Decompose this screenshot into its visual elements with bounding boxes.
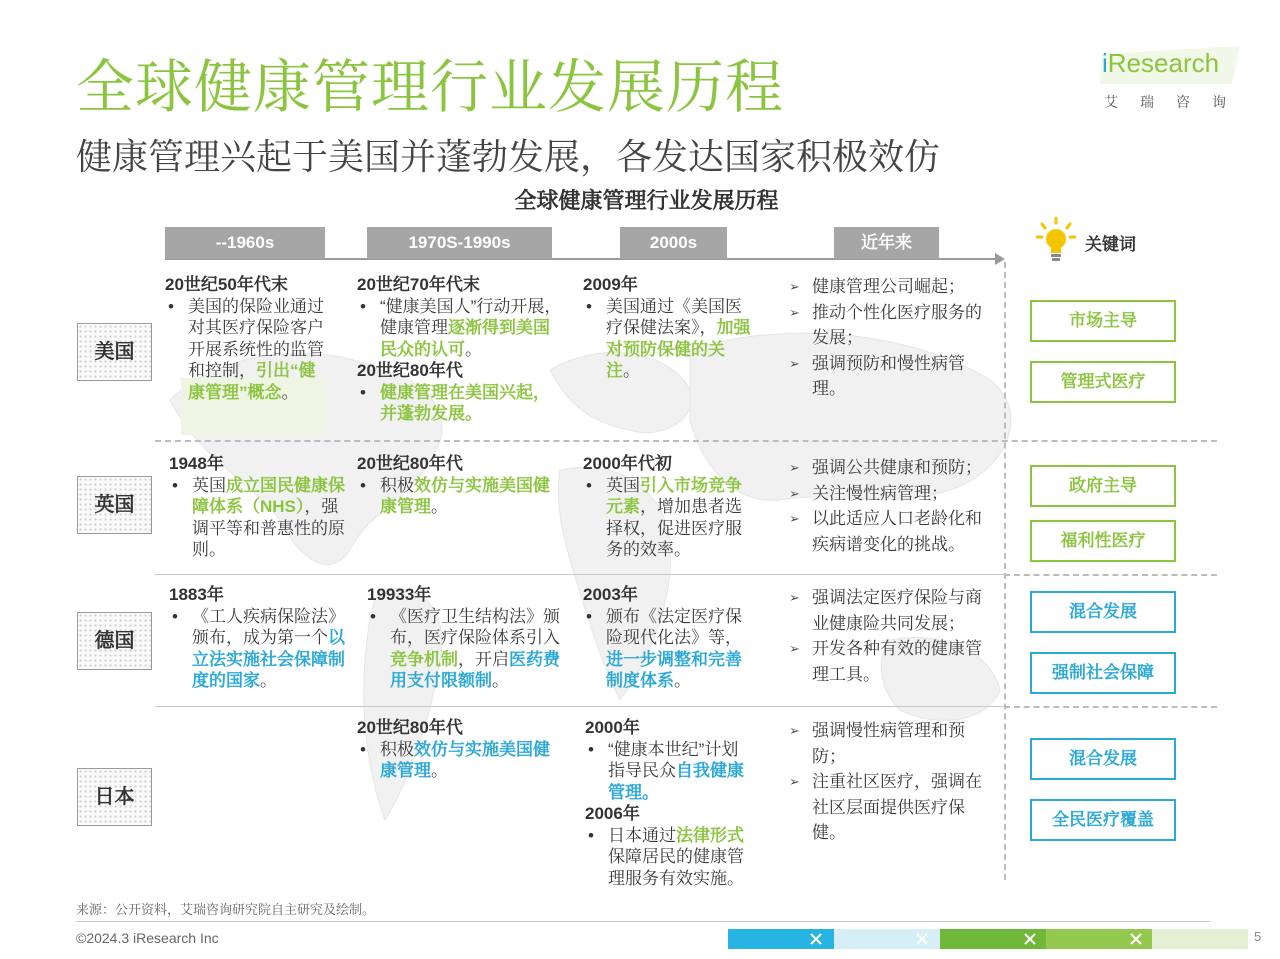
row-divider-uk-germany: [155, 574, 1005, 575]
country-uk: 英国: [77, 476, 152, 534]
row-divider-germany-japan-kw: [1004, 706, 1217, 708]
usa-2000s-item: • 美国通过《美国医疗保健法案》，加强对预防保健的关注。: [583, 296, 753, 382]
usa-1960s-head: 20世纪50年代末: [165, 275, 288, 294]
keyword-usa-1: 市场主导: [1030, 300, 1176, 342]
uk-recent-list: [789, 455, 984, 557]
usa-1960s-block: [165, 274, 325, 403]
page-subtitle: 健康管理兴起于美国并蓬勃发展，各发达国家积极效仿: [76, 136, 941, 177]
close-icon: [1024, 933, 1036, 945]
page-number: 5: [1254, 929, 1262, 944]
germany-2000s-item: • 颁布《法定医疗保险现代化法》等，进一步调整和完善制度体系。: [583, 606, 753, 692]
germany-1960s-item: • 《工人疾病保险法》颁布，成为第一个以立法实施社会保障制度的国家。: [169, 606, 349, 692]
germany-1990s-item: • 《医疗卫生结构法》颁布，医疗保险体系引入竞争机制，开启医药费用支付限额制。: [367, 606, 562, 692]
logo-i: i: [1102, 48, 1108, 78]
keyword-uk-1: 政府主导: [1030, 465, 1176, 507]
bar-seg-pale: [1152, 929, 1248, 949]
japan-2000-head: 2000年: [585, 718, 640, 737]
japan-recent-item: ➢ 强调慢性病管理和预防；: [789, 718, 984, 769]
usa-2000s-head: 2009年: [583, 275, 638, 294]
row-divider-uk-germany-kw: [1004, 574, 1217, 576]
japan-2000s-block: [585, 717, 753, 889]
germany-2000s-head: 2003年: [583, 585, 638, 604]
uk-1960s-item: • 英国成立国民健康保障体系（NHS），强调平等和普惠性的原则。: [169, 475, 349, 561]
uk-recent-item: ➢ 强调公共健康和预防；: [789, 455, 984, 481]
keyword-japan-1: 混合发展: [1030, 738, 1176, 780]
germany-recent-item: ➢ 强调法定医疗保险与商业健康险共同发展；: [789, 585, 984, 636]
germany-1990s-block: [367, 584, 562, 692]
source-note: 来源：公开资料，艾瑞咨询研究院自主研究及绘制。: [76, 902, 376, 917]
usa-1980s-item: • 健康管理在美国兴起，并蓬勃发展。: [357, 382, 562, 425]
keyword-header: 关键词: [1085, 235, 1136, 254]
japan-1980s-item: • 积极效仿与实施美国健康管理。: [357, 739, 562, 782]
usa-recent-item: ➢ 强调预防和慢性病管理。: [789, 351, 984, 402]
usa-1970s-block: [357, 274, 562, 425]
uk-1960s-head: 1948年: [169, 454, 224, 473]
keyword-germany-1: 混合发展: [1030, 591, 1176, 633]
era-1970s-1990s: 1970S-1990s: [367, 227, 552, 259]
uk-1970s-block: [357, 453, 562, 518]
uk-recent-item: ➢ 关注慢性病管理；: [789, 481, 984, 507]
page-title: 全球健康管理行业发展历程: [76, 55, 785, 120]
uk-1980s-item: • 积极效仿与实施美国健康管理。: [357, 475, 562, 518]
japan-1980s-block: [357, 717, 562, 782]
keyword-japan-2: 全民医疗覆盖: [1030, 799, 1176, 841]
germany-recent-item: ➢ 开发各种有效的健康管理工具。: [789, 636, 984, 687]
usa-1980s-head: 20世纪80年代: [357, 361, 463, 380]
lightbulb-icon: [1036, 217, 1076, 263]
japan-recent-item: ➢ 注重社区医疗，强调在社区层面提供医疗保健。: [789, 769, 984, 846]
germany-2000s-block: [583, 584, 753, 692]
keyword-uk-2: 福利性医疗: [1030, 520, 1176, 562]
uk-recent-item: ➢ 以此适应人口老龄化和疾病谱变化的挑战。: [789, 506, 984, 557]
germany-recent-list: [789, 585, 984, 687]
usa-1970s-head: 20世纪70年代末: [357, 275, 480, 294]
japan-1980s-head: 20世纪80年代: [357, 718, 463, 737]
keyword-column-divider: [1004, 262, 1006, 880]
japan-2006-item: • 日本通过法律形式保障居民的健康管理服务有效实施。: [585, 825, 753, 890]
row-divider-germany-japan: [155, 706, 1005, 707]
keyword-usa-2: 管理式医疗: [1030, 361, 1176, 403]
copyright: ©2024.3 iResearch Inc: [76, 930, 219, 946]
country-germany: 德国: [77, 612, 152, 670]
japan-2006-head: 2006年: [585, 804, 640, 823]
germany-1960s-block: [169, 584, 349, 692]
uk-2000s-block: [583, 453, 753, 561]
japan-recent-list: [789, 718, 984, 846]
usa-recent-item: ➢ 推动个性化医疗服务的发展；: [789, 300, 984, 351]
germany-1960s-head: 1883年: [169, 585, 224, 604]
usa-recent-list: [789, 274, 984, 402]
uk-2000s-head: 2000年代初: [583, 454, 672, 473]
germany-1990s-head: 19933年: [367, 585, 432, 604]
close-icon: [810, 933, 822, 945]
usa-2000s-block: [583, 274, 753, 382]
usa-1970s-item: • “健康美国人”行动开展，健康管理逐渐得到美国民众的认可。: [357, 296, 562, 361]
iresearch-logo: [1098, 44, 1244, 88]
country-usa: 美国: [77, 323, 152, 381]
footer-divider: [76, 921, 1210, 922]
japan-2000-item: • “健康本世纪”计划指导民众自我健康管理。: [585, 739, 753, 804]
uk-1960s-block: [169, 453, 349, 561]
era-1960s: --1960s: [165, 227, 325, 259]
close-icon: [916, 933, 928, 945]
usa-recent-item: ➢ 健康管理公司崛起；: [789, 274, 984, 300]
keyword-germany-2: 强制社会保障: [1030, 652, 1176, 694]
footer-color-bar: [728, 929, 1248, 949]
uk-2000s-item: • 英国引入市场竞争元素，增加患者选择权，促进医疗服务的效率。: [583, 475, 753, 561]
uk-1980s-head: 20世纪80年代: [357, 454, 463, 473]
country-japan: 日本: [77, 768, 152, 826]
row-divider-usa-uk: [155, 440, 1217, 442]
logo-chinese-name: 艾瑞咨询: [1104, 94, 1248, 110]
era-recent: 近年来: [834, 227, 939, 259]
chart-title: 全球健康管理行业发展历程: [514, 188, 779, 213]
era-2000s: 2000s: [620, 227, 727, 259]
usa-1960s-item: • 美国的保险业通过对其医疗保险客户开展系统性的监管和控制，引出“健康管理”概念。: [165, 296, 325, 404]
close-icon: [1130, 933, 1142, 945]
logo-name: Research: [1107, 48, 1220, 78]
